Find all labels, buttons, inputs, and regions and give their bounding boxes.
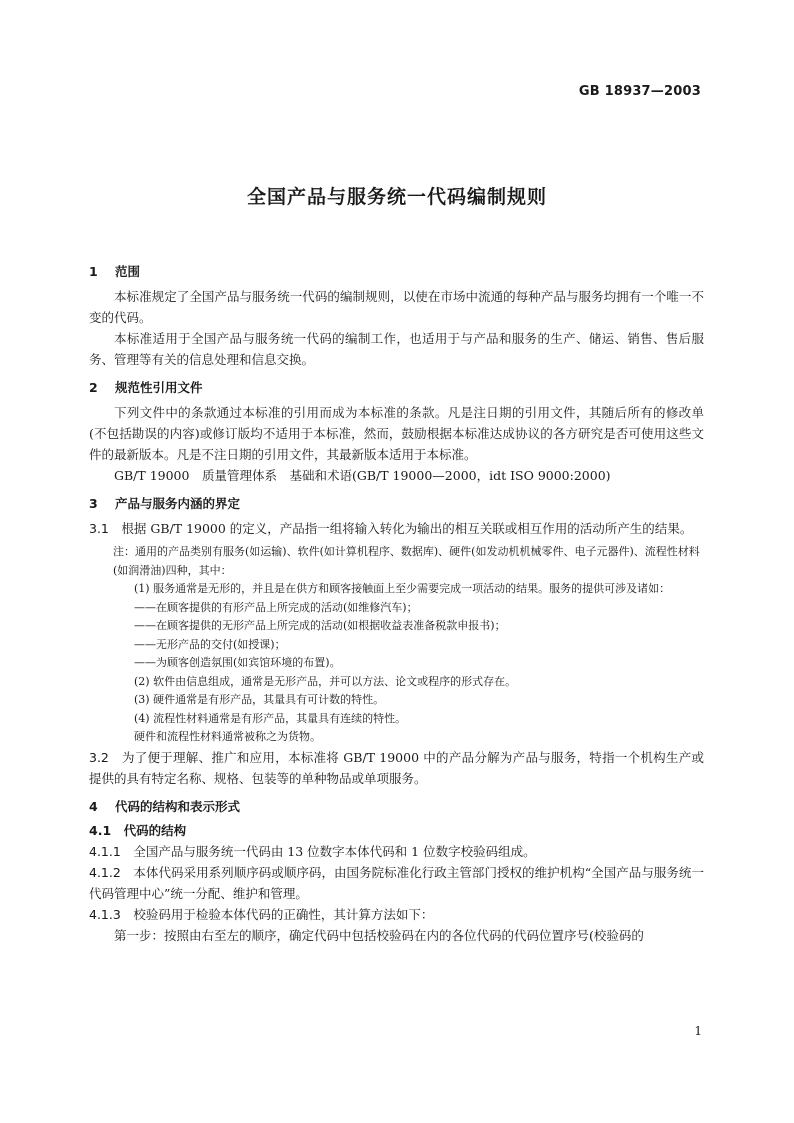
note-line: ——无形产品的交付(如授课)； [134,637,286,651]
section-number: 2 [89,380,98,395]
clause-4-1-3 [89,904,704,925]
paragraph: 本标准规定了全国产品与服务统一代码的编制规则，以使在市场中流通的每种产品与服务均拥有一个唯一不变的代码。 [89,289,704,325]
note-line: 硬件和流程性材料通常被称之为货物。 [134,730,321,743]
clause-number: 4.1.2 [89,864,121,880]
subsection-4-1-heading [89,821,704,841]
paragraph: 本标准适用于全国产品与服务统一代码的编制工作，也适用于与产品和服务的生产、储运、销售、售后服务、管理等有关的信息处理和信息交换。 [89,331,704,367]
note-line: ——在顾客提供的有形产品上所完成的活动(如维修汽车)； [134,600,418,614]
clause-text: 本体代码采用系列顺序码或顺序码，由国务院标准化行政主管部门授权的维护机构“全国产品与服务统一代码管理中心”统一分配、维护和管理。 [89,864,704,901]
page-number: 1 [694,1024,702,1038]
clause-number: 3.1 [89,521,109,536]
section-4-heading [89,797,704,817]
clause-4-1-1 [89,841,704,862]
section-number: 4 [89,798,98,814]
section-number: 3 [89,496,98,511]
document-body [89,262,704,946]
section-title: 规范性引用文件 [115,380,203,395]
clause-3-1 [89,518,704,539]
note-line: (4) 流程性材料通常是有形产品，其量具有连续的特性。 [134,711,407,725]
document-title: 全国产品与服务统一代码编制规则 [246,186,547,208]
note-line: ——为顾客创造氛围(如宾馆环境的布置)。 [134,656,341,669]
clause-number: 4.1.3 [89,906,121,922]
note-line: (3) 硬件通常是有形产品，其量具有可计数的特性。 [134,693,385,706]
clause-text: 校验码用于检验本体代码的正确性，其计算方法如下： [133,906,434,922]
clause-4-1-2 [89,862,704,904]
section-3-heading [89,494,704,514]
section-1-heading [89,262,704,282]
paragraph: 下列文件中的条款通过本标准的引用而成为本标准的条款。凡是注日期的引用文件，其随后所有的修改单(不包括勘误的内容)或修订版均不适用于本标准，然而，鼓励根据本标准达成协议的各方研究是否可使用这些文件的最新版本。凡是不注日期的引用文件，其最新版本适用于本标准。 [89,405,704,462]
section-title: 范围 [115,264,141,279]
section-2-heading [89,378,704,398]
standard-code: GB 18937—2003 [578,84,701,99]
clause-text: 为了便于理解、推广和应用，本标准将 GB/T 19000 中的产品分解为产品与服务，特指一个机构生产或提供的具有特定名称、规格、包装等的单种物品或单项服务。 [89,749,704,786]
section-title: 代码的结构和表示形式 [115,798,241,814]
note-line: (2) 软件由信息组成，通常是无形产品，并可以方法、论文或程序的形式存在。 [134,674,517,688]
clause-number: 4.1 [89,822,112,838]
note-first-line: 注：通用的产品类别有服务(如运输)、软件(如计算机程序、数据库)、硬件(如发动机机械零件、电子元器件)、流程性材料(如润滑油)四种，其中： [113,545,700,577]
clause-number: 4.1.1 [89,843,121,859]
note-line: (1) 服务通常是无形的，并且是在供方和顾客接触面上至少需要完成一项活动的结果。服务的提供可涉及诸如： [134,582,671,595]
normative-reference: GB/T 19000 质量管理体系 基础和术语(GB/T 19000—2000，idt ISO 9000:2000) [114,468,611,483]
clause-text: 全国产品与服务统一代码由 13 位数字本体代码和 1 位数字校验码组成。 [133,843,536,859]
clause-text: 根据 GB/T 19000 的定义，产品指一组将输入转化为输出的相互关联或相互作用的活动所产生的结果。 [121,521,693,536]
section-title: 产品与服务内涵的界定 [115,496,241,511]
note-line: ——在顾客提供的无形产品上所完成的活动(如根据收益表准备税款申报书)； [134,619,506,632]
subsection-title: 代码的结构 [123,822,187,838]
clause-3-2 [89,747,704,789]
paragraph: 第一步：按照由右至左的顺序，确定代码中包括校验码在内的各位代码的代码位置序号(校验码的 [114,927,644,943]
clause-number: 3.2 [89,749,109,765]
section-number: 1 [89,264,98,279]
